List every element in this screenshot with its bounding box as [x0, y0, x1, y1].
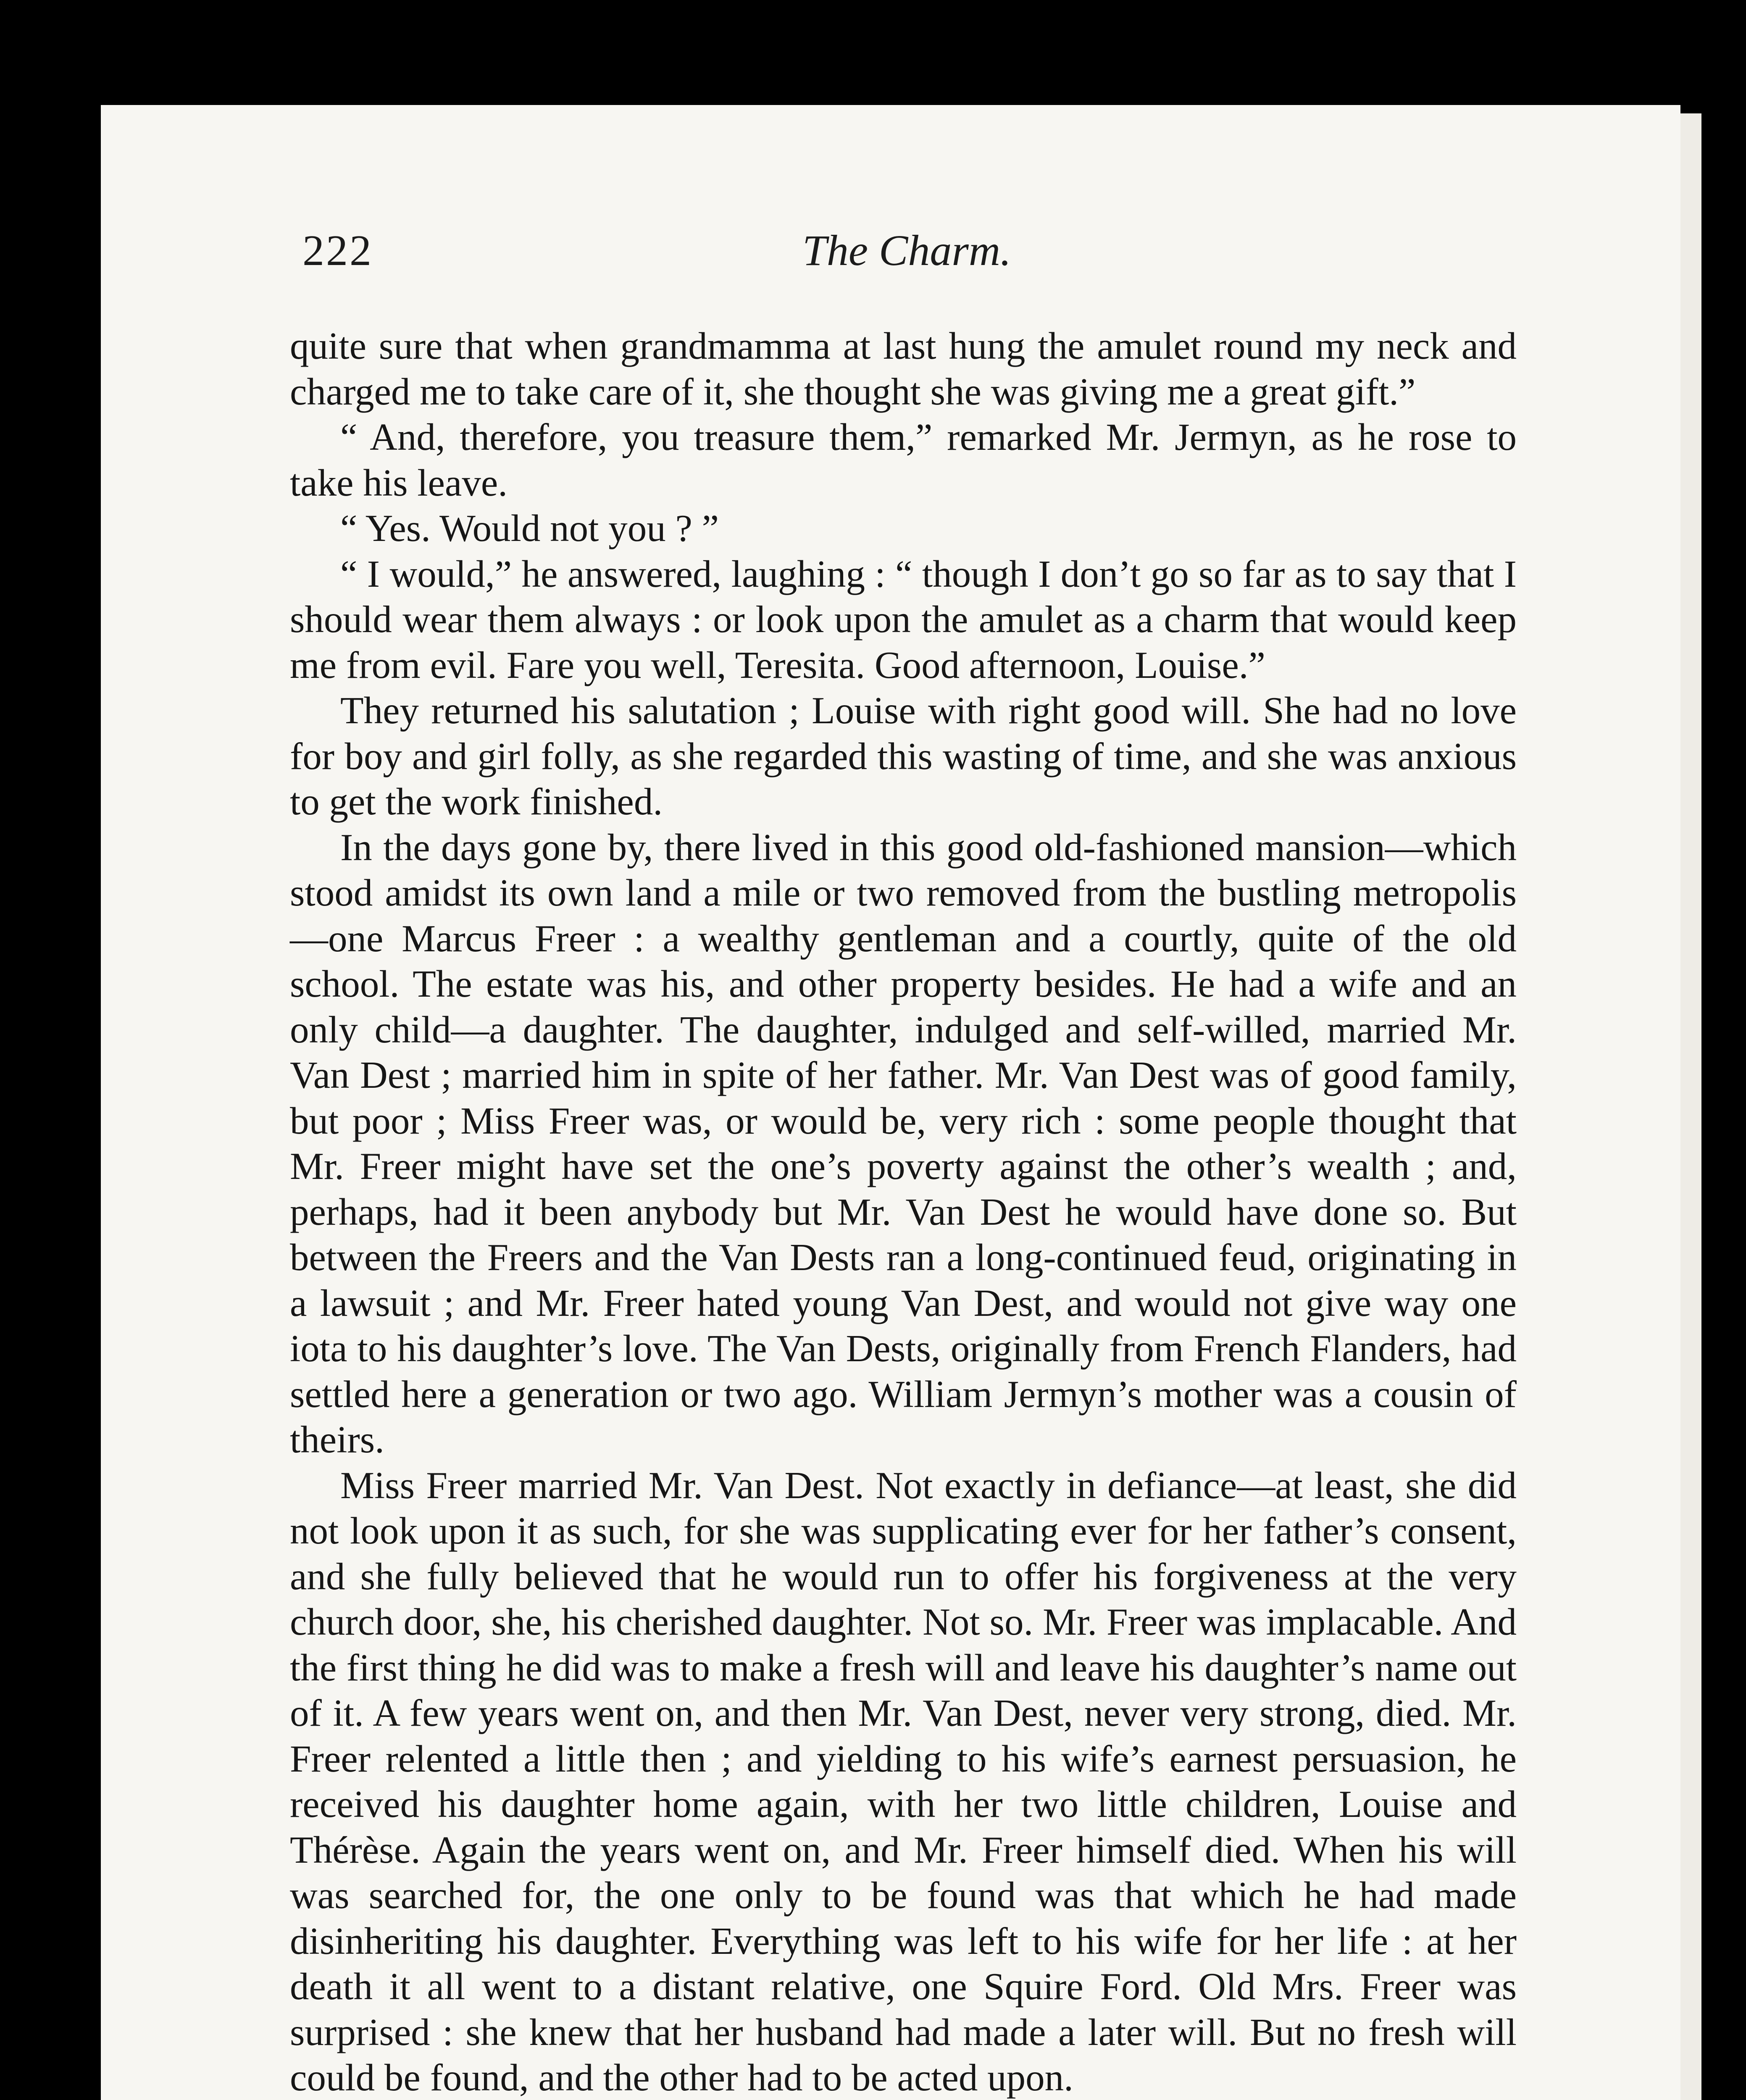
body-text	[290, 323, 1517, 2100]
paragraph: In the days gone by, there lived in this good old-fashioned mansion—which stood amidst its own land a mile or two removed from the bustling metropolis—one Marcus Freer : a wealthy gentleman and a courtly, quite of the old school. The estate was his, and other property besides. He had a wife and an only child—a daughter. The daughter, indulged and self-willed, married Mr. Van Dest ; married him in spite of her father. Mr. Van Dest was of good family, but poor ; Miss Freer was, or would be, very rich : some people thought that Mr. Freer might have set the one’s poverty against the other’s wealth ; and, perhaps, had it been anybody but Mr. Van Dest he would have done so. But between the Freers and the Van Dests ran a long-continued feud, originating in a lawsuit ; and Mr. Freer hated young Van Dest, and would not give way one iota to his daughter’s love. The Van Dests, originally from French Flanders, had settled here a generation or two ago. William Jermyn’s mother was a cousin of theirs.	[290, 826, 1517, 1461]
paragraph: “ I would,” he answered, laughing : “ though I don’t go so far as to say that I should wear them always : or look upon the amulet as a charm that would keep me from evil. Fare you well, Teresita. Good afternoon, Louise.”	[290, 552, 1517, 686]
paragraph: “ And, therefore, you treasure them,” remarked Mr. Jermyn, as he rose to take his leave.	[290, 416, 1517, 504]
page-number: 222	[302, 226, 373, 275]
paragraph: “ Yes. Would not you ? ”	[340, 507, 719, 549]
page-edge	[1680, 113, 1701, 2100]
paragraph: They returned his salutation ; Louise with right good will. She had no love for boy and girl folly, as she regarded this wasting of time, and she was anxious to get the work finished.	[290, 689, 1517, 823]
paragraph: quite sure that when grandmamma at last hung the amulet round my neck and charged me to take care of it, she thought she was giving me a great gift.”	[290, 325, 1517, 413]
paragraph: Miss Freer married Mr. Van Dest. Not exactly in defiance—at least, she did not look upon it as such, for she was supplicating ever for her father’s consent, and she fully believed that he would run to offer his forgiveness at the very church door, she, his cherished daughter. Not so. Mr. Freer was implacable. And the first thing he did was to make a fresh will and leave his daughter’s name out of it. A few years went on, and then Mr. Van Dest, never very strong, died. Mr. Freer relented a little then ; and yielding to his wife’s earnest persuasion, he received his daughter home again, with her two little children, Louise and Thérèse. Again the years went on, and Mr. Freer himself died. When his will was searched for, the one only to be found was that which he had made disinheriting his daughter. Everything was left to his wife for her life : at her death it all went to a distant relative, one Squire Ford. Old Mrs. Freer was surprised : she knew that her husband had made a later will. But no fresh will could be found, and the other had to be acted upon.	[290, 1464, 1517, 2099]
running-title: The Charm.	[802, 226, 1011, 275]
